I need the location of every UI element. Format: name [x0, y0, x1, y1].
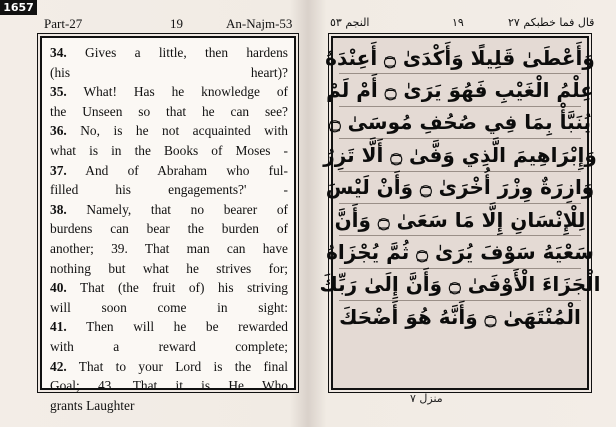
left-header-part: Part-27 — [44, 16, 83, 31]
translation-text: with a reward complete; — [50, 338, 288, 354]
translation-line — [50, 180, 288, 200]
verse-number: 36. — [50, 123, 67, 139]
verse-number: 42. — [50, 358, 67, 374]
translation-line — [50, 278, 288, 298]
translation-line — [50, 63, 288, 83]
right-header-page: ١٩ — [452, 16, 464, 29]
arabic-verse-line: وَأَعْطَىٰ قَلِيلًا وَأَكْدَىٰ ۝ أَعِنْدَهُ — [339, 42, 581, 74]
right-header-surah: النجم ٥٣ — [330, 16, 370, 29]
page-number-badge: 1657 — [0, 0, 37, 15]
right-header-part: قال فما خطبكم ٢٧ — [508, 16, 595, 29]
translation-text: That (the fruit of) his striving — [66, 280, 288, 296]
arabic-verse-line: سَعْيَهُ سَوْفَ يُرَىٰ ۝ ثُمَّ يُجْزَاهُ — [339, 236, 581, 268]
translation-text: And of Abraham who ful- — [66, 162, 288, 178]
translation-text: Namely, that no bearer of — [66, 201, 288, 217]
translation-text: (his heart)? — [50, 64, 288, 80]
arabic-verse-line: وَازِرَةٌ وِزْرَ أُخْرَىٰ ۝ وَأَنْ لَيْسَ — [339, 172, 581, 204]
translation-line — [50, 376, 288, 396]
translation-line — [50, 337, 288, 357]
verse-number: 41. — [50, 319, 67, 335]
translation-line — [50, 102, 288, 122]
translation-line — [50, 121, 288, 141]
arabic-verse-line: لِلْإِنْسَانِ إِلَّا مَا سَعَىٰ ۝ وَأَنَّ — [339, 204, 581, 236]
verse-number: 38. — [50, 201, 67, 217]
translation-line — [50, 43, 288, 63]
arabic-verse-line: الْجَزَاءَ الْأَوْفَىٰ ۝ وَأَنَّ إِلَىٰ رَبِّكَ — [339, 269, 581, 301]
translation-text: That to your Lord is the final — [66, 358, 288, 374]
english-translation — [50, 43, 288, 415]
arabic-verse-line: عِلْمُ الْغَيْبِ فَهُوَ يَرَىٰ ۝ أَمْ لَمْ — [339, 74, 581, 106]
verse-number: 40. — [50, 280, 67, 296]
translation-text: No, is he not acquainted with — [66, 123, 288, 139]
left-header-surah: An-Najm-53 — [226, 16, 293, 31]
english-text-frame — [40, 36, 296, 413]
translation-text: another; 39. That man can have — [50, 240, 288, 256]
translation-line — [50, 396, 288, 416]
translation-line — [50, 357, 288, 377]
translation-text: Goal; 43. That it is He Who — [50, 378, 288, 394]
translation-text: Then will he be rewarded — [66, 319, 288, 335]
verse-number: 35. — [50, 84, 67, 100]
translation-line — [50, 298, 288, 318]
translation-text: What! Has he knowledge of — [66, 84, 288, 100]
translation-line — [50, 259, 288, 279]
translation-line — [50, 200, 288, 220]
translation-line — [50, 82, 288, 102]
verse-number: 34. — [50, 45, 67, 60]
arabic-verse-line: يُنَبَّأْ بِمَا فِي صُحُفِ مُوسَىٰ ۝ — [339, 107, 581, 139]
translation-text: burdens can bear the burden of — [50, 221, 288, 237]
translation-text: grants Laughter — [50, 397, 135, 413]
translation-text: the Unseen so that he can see? — [50, 103, 288, 119]
translation-line — [50, 219, 288, 239]
translation-line — [50, 239, 288, 259]
translation-text: filled his engagements?' - — [50, 182, 288, 198]
translation-text: what is in the Books of Moses - — [50, 142, 288, 158]
translation-line — [50, 161, 288, 181]
arabic-text-frame — [319, 36, 601, 390]
manzil-footer: منزل ٧ — [410, 392, 443, 405]
translation-line — [50, 141, 288, 161]
left-header-page: 19 — [170, 16, 183, 31]
arabic-verses — [319, 42, 601, 382]
arabic-verse-line: وَإِبْرَاهِيمَ الَّذِي وَفَّىٰ ۝ أَلَّا تَزِرُ — [339, 139, 581, 171]
translation-line — [50, 317, 288, 337]
translation-text: will soon come in sight: — [50, 299, 288, 315]
verse-number: 37. — [50, 162, 67, 178]
translation-text: nothing but what he strives for; — [50, 260, 288, 276]
arabic-verse-line: الْمُنْتَهَىٰ ۝ وَأَنَّهُ هُوَ أَضْحَكَ — [339, 304, 581, 329]
translation-text: Gives a little, then hardens — [66, 45, 288, 60]
